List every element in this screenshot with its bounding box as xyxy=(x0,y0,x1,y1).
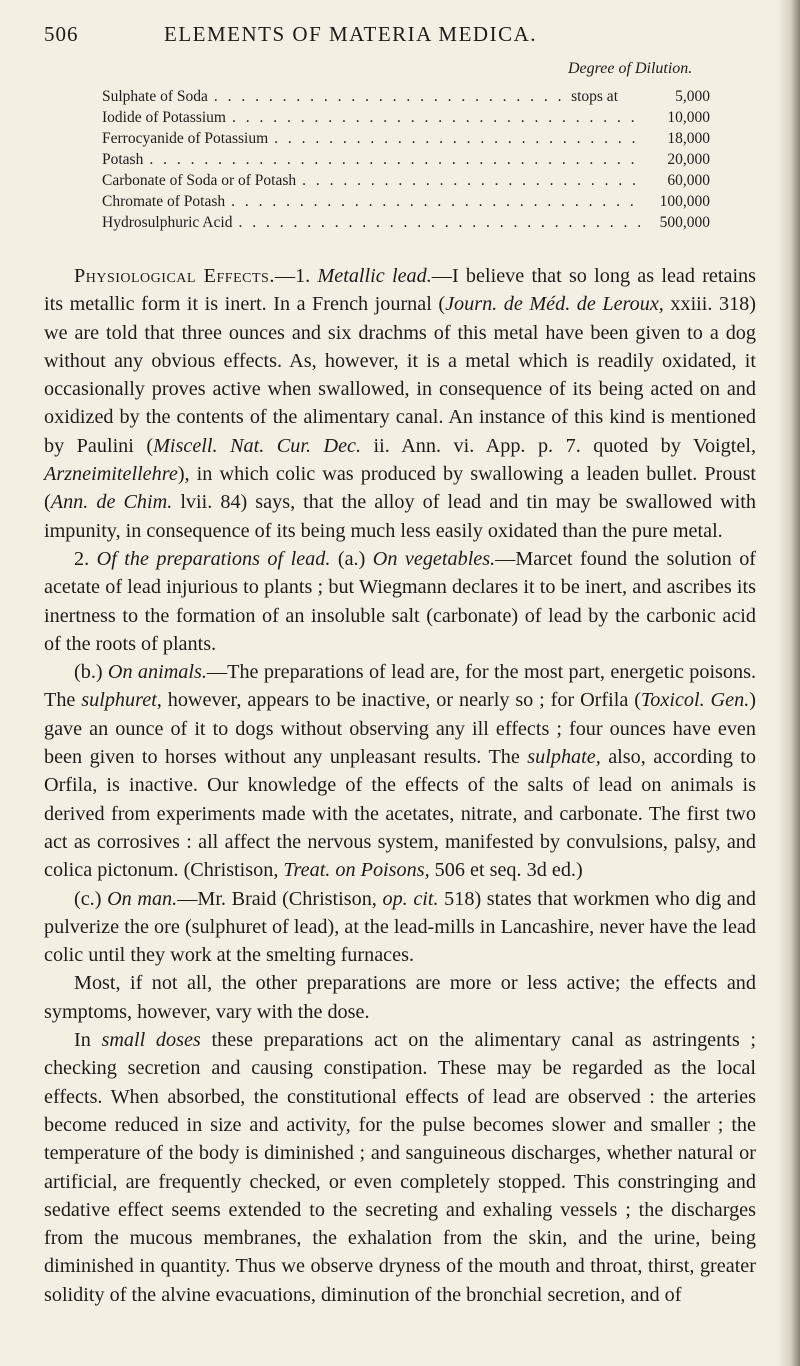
reagent-name: Potash xyxy=(102,151,144,168)
text-run: 518) states that workmen who dig and pulverize the ore (sulphuret of lead), at the lead-mills in Lancashire, never have the lead colic until they work at the smelting furnaces. xyxy=(44,887,756,967)
text-run: these preparations act on the alimentary canal as astringents ; checking secretion and causing constipation. These may be regarded as the local effects. When absorbed, the constitutional effects of lead are observed : the arteries become reduced in size and activity, for the pulse becomes slower and smaller ; the temperature of the body is diminished ; and sanguineous discharges, whether natural or artificial, are frequently checked, or even completely stopped. This constringing and sedative effect seems extended to the secreting and exhaling vessels ; the discharges from the mucous membranes, the exhalation from the skin, and the urine, being diminished in quantity. Thus we observe dryness of the mouth and throat, thirst, greater solidity of the alvine evacuations, diminution of the bronchial secretion, and of xyxy=(44,1029,756,1306)
text-run: —Mr. Braid (Christison, xyxy=(177,887,383,910)
reagent-name: Chromate of Potash xyxy=(102,193,226,210)
page-number: 506 xyxy=(44,22,79,46)
text-run: (c.) xyxy=(74,887,108,910)
leader-dots xyxy=(208,86,571,107)
dilution-value: 10,000 xyxy=(667,109,710,126)
text-run: —1. xyxy=(274,265,318,287)
dilution-value: 60,000 xyxy=(667,172,710,189)
text-run: 2. xyxy=(74,547,97,570)
page-edge-shadow xyxy=(778,0,800,1366)
paragraph-metallic-lead xyxy=(44,262,756,545)
text-run: ii. Ann. vi. App. p. 7. quoted by Voigtel, xyxy=(361,434,756,457)
reagent-name: Carbonate of Soda or of Potash xyxy=(102,172,297,189)
running-title: ELEMENTS OF MATERIA MEDICA. xyxy=(164,22,538,46)
sub-heading: On vegetables. xyxy=(372,547,496,570)
leader-dots xyxy=(232,212,640,233)
table-row xyxy=(102,107,710,128)
leader-dots xyxy=(225,191,640,212)
dilution-heading: Degree of Dilution. xyxy=(568,60,693,77)
table-row xyxy=(102,86,710,107)
dilution-value: 5,000 xyxy=(675,88,710,105)
text-run: —The preparations of lead are, for the most part, energetic poisons. The xyxy=(44,661,756,712)
running-header xyxy=(44,22,744,52)
paragraph-small-doses xyxy=(44,1026,756,1309)
leader-dots xyxy=(296,170,640,191)
sub-heading: On animals. xyxy=(107,661,207,684)
table-row xyxy=(102,191,710,212)
table-row xyxy=(102,170,710,191)
reagent-name: Hydrosulphuric Acid xyxy=(102,214,233,231)
emphasis: sulphuret, xyxy=(81,689,162,712)
text-run: xxiii. 318) we are told that three ounces and six drachms of this metal have been given to a dog without any obvious effects. As, however, it is a metal which is readily oxidated, it occasionally proves active when swallowed, in consequence of its being acted on and oxidized by the contents of the alimentary canal. An instance of this kind is mentioned by Paulini ( xyxy=(44,293,756,457)
leader-dots xyxy=(268,128,640,149)
citation: Arzneimitellehre xyxy=(44,463,178,486)
text-run: In xyxy=(74,1029,102,1052)
emphasis: small doses xyxy=(101,1029,201,1052)
citation: Toxicol. Gen. xyxy=(640,689,750,712)
dilution-value: 500,000 xyxy=(659,214,710,231)
paragraph-dose xyxy=(44,969,756,1026)
dilution-value: 18,000 xyxy=(667,130,710,147)
table-row xyxy=(102,212,710,233)
text-run: Most, if not all, the other preparations are more or less active; the effects and symptoms, however, vary with the dose. xyxy=(44,972,756,1023)
dilution-value: 100,000 xyxy=(659,193,710,210)
paragraph-animals xyxy=(44,658,756,884)
leader-dots xyxy=(226,107,640,128)
citation: Journ. de Méd. de Leroux, xyxy=(445,293,664,316)
citation: Miscell. Nat. Cur. Dec. xyxy=(153,434,362,457)
text-run: also, according to Orfila, is inactive. Our knowledge of the effects of the salts of lead on animals is derived from experiments made with the acetates, nitrate, and carbonate. The first two act as corrosives : all affect the nervous system, manifested by convulsions, palsy, and colica pictonum. (Christison, xyxy=(44,746,756,882)
text-run: —Marcet found the solution of acetate of lead injurious to plants ; but Wiegmann declares it to be inert, and ascribes its inertness to the formation of an insoluble salt (carbonate) of lead by the carbonic acid of the roots of plants. xyxy=(44,547,757,655)
text-run: however, appears to be inactive, or nearly so ; for Orfila ( xyxy=(161,689,641,712)
reagent-prefix: stops at xyxy=(571,88,618,105)
item-heading: Of the preparations of lead. xyxy=(96,547,331,570)
text-run: —I believe that so long as lead retains its metallic form it is inert. In a French journal ( xyxy=(44,265,757,316)
text-run: 506 et seq. 3d ed.) xyxy=(429,859,583,882)
leader-dots xyxy=(143,149,640,170)
dilution-value: 20,000 xyxy=(667,151,710,168)
table-row xyxy=(102,149,710,170)
text-run: (a.) xyxy=(330,547,373,570)
text-run: ), in which colic was produced by swallowing a leaden bullet. Proust ( xyxy=(44,463,756,514)
reagent-name: Sulphate of Soda xyxy=(102,88,208,105)
citation: Treat. on Poisons, xyxy=(283,859,430,882)
dilution-table xyxy=(102,86,710,233)
emphasis: sulphate, xyxy=(527,746,601,769)
section-heading: Physiological Effects. xyxy=(74,265,275,287)
table-row xyxy=(102,128,710,149)
citation: Ann. de Chim. xyxy=(50,491,173,514)
reagent-name: Iodide of Potassium xyxy=(102,109,226,126)
citation: op. cit. xyxy=(382,887,439,910)
body-text xyxy=(44,262,756,1309)
text-run: lvii. 84) says, that the alloy of lead and tin may be swallowed with impunity, in consequence of its being much less easily oxidated than the pure metal. xyxy=(44,491,756,542)
sub-heading: On man. xyxy=(107,887,178,910)
paragraph-preparations xyxy=(44,545,756,658)
paragraph-man xyxy=(44,885,756,970)
reagent-name: Ferrocyanide of Potassium xyxy=(102,130,269,147)
text-run: (b.) xyxy=(74,661,108,684)
item-heading: Metallic lead. xyxy=(317,265,432,287)
text-run: ) gave an ounce of it to dogs without observing any ill effects ; four ounces have even been given to horses without any unpleasant results. The xyxy=(44,689,756,769)
